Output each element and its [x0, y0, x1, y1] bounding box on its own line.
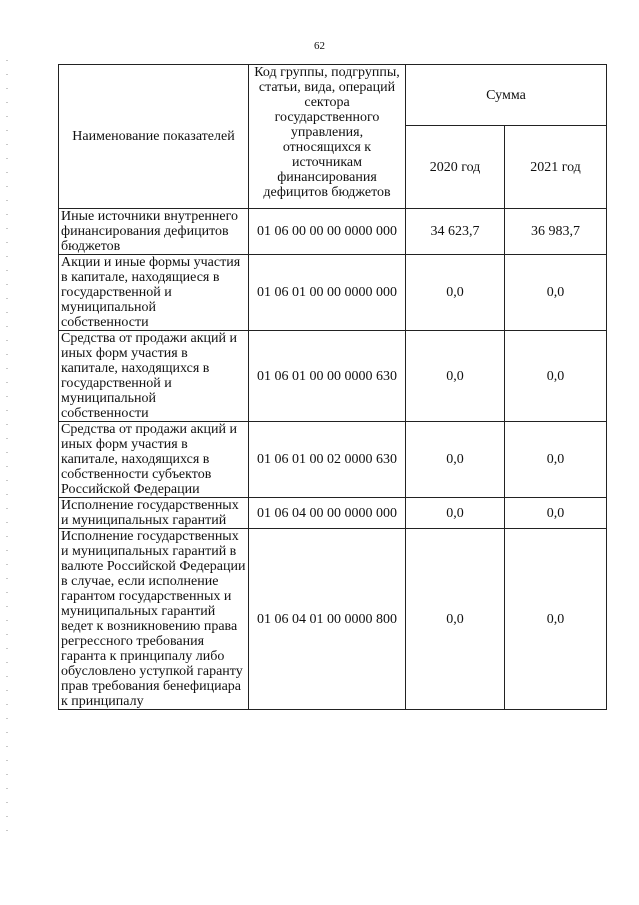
row-name: Исполнение государственных и муниципальных гарантий в валюте Российской Федерации в случае, если исполнение гарантом государственных и муниципальных гарантий ведет к возникновению права регрессного требования гаранта к принципалу либо обусловлено уступкой гаранту прав требования бенефициара к принципалу [59, 529, 249, 710]
table-row [59, 255, 607, 331]
row-value-2021: 0,0 [505, 331, 607, 422]
table-row [59, 422, 607, 498]
header-sum: Сумма [406, 65, 607, 126]
header-indicator-name: Наименование показателей [59, 65, 249, 209]
table-header [59, 65, 607, 209]
table-row [59, 209, 607, 255]
row-value-2020: 0,0 [406, 255, 505, 331]
page-number: 62 [314, 40, 325, 52]
header-classification-code: Код группы, подгруппы, статьи, вида, операций сектора государственного управления, относящихся к источникам финансирования дефицитов бюджетов [249, 65, 406, 209]
row-value-2021: 0,0 [505, 529, 607, 710]
table-body [59, 209, 607, 710]
row-value-2021: 36 983,7 [505, 209, 607, 255]
row-value-2020: 0,0 [406, 529, 505, 710]
table-row [59, 529, 607, 710]
row-code: 01 06 01 00 00 0000 000 [249, 255, 406, 331]
row-value-2021: 0,0 [505, 422, 607, 498]
row-code: 01 06 01 00 02 0000 630 [249, 422, 406, 498]
row-value-2021: 0,0 [505, 498, 607, 529]
row-code: 01 06 04 00 00 0000 000 [249, 498, 406, 529]
row-name: Акции и иные формы участия в капитале, находящиеся в государственной и муниципальной собственности [59, 255, 249, 331]
row-name: Иные источники внутреннего финансирования дефицитов бюджетов [59, 209, 249, 255]
row-name: Исполнение государственных и муниципальных гарантий [59, 498, 249, 529]
header-year-2020: 2020 год [406, 126, 505, 209]
header-year-2021: 2021 год [505, 126, 607, 209]
row-value-2020: 34 623,7 [406, 209, 505, 255]
row-name: Средства от продажи акций и иных форм участия в капитале, находящихся в собственности субъектов Российской Федерации [59, 422, 249, 498]
financing-sources-table [58, 64, 607, 710]
scan-margin-artifact [6, 60, 8, 840]
row-value-2021: 0,0 [505, 255, 607, 331]
row-code: 01 06 04 01 00 0000 800 [249, 529, 406, 710]
row-code: 01 06 00 00 00 0000 000 [249, 209, 406, 255]
row-value-2020: 0,0 [406, 498, 505, 529]
table-row [59, 331, 607, 422]
row-code: 01 06 01 00 00 0000 630 [249, 331, 406, 422]
row-name: Средства от продажи акций и иных форм участия в капитале, находящихся в государственной и муниципальной собственности [59, 331, 249, 422]
table-row [59, 498, 607, 529]
row-value-2020: 0,0 [406, 331, 505, 422]
row-value-2020: 0,0 [406, 422, 505, 498]
